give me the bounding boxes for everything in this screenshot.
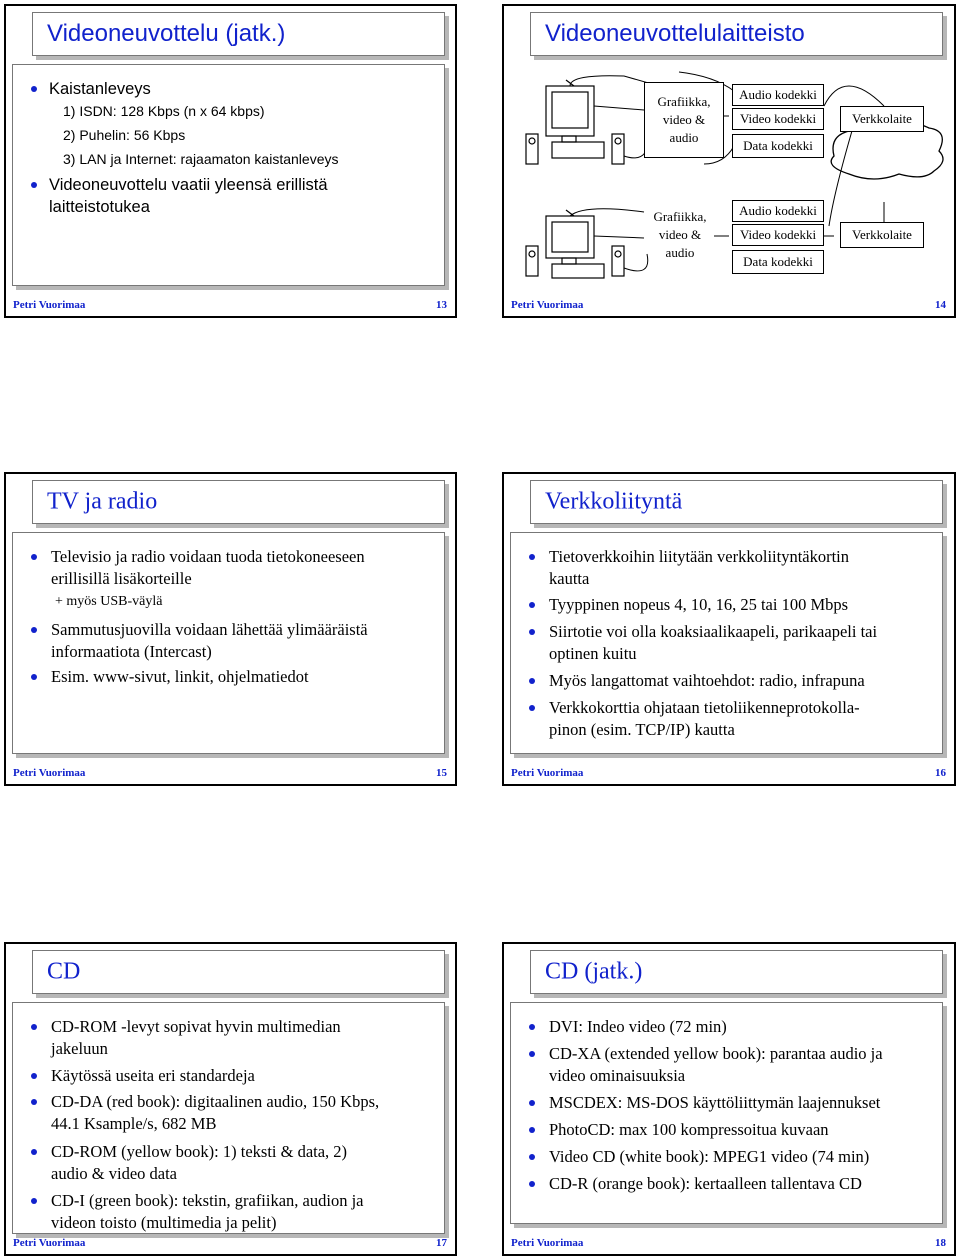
data-codec-box	[732, 134, 824, 158]
conference-diagram	[504, 6, 958, 320]
slide-title: CD (jatk.)	[545, 958, 643, 985]
text-line: Sammutusjuovilla voidaan lähettää ylimääräistä	[51, 620, 368, 639]
slide-title: Videoneuvottelu (jatk.)	[47, 20, 286, 47]
page-number: 13	[436, 299, 447, 311]
connector-line	[594, 106, 644, 110]
slide-body	[510, 1002, 943, 1224]
bullet-icon	[31, 86, 37, 92]
text-line: laitteistotukea	[49, 198, 150, 216]
computer-station-icon	[526, 210, 624, 278]
bullet-icon	[529, 705, 535, 711]
slide-body	[12, 532, 445, 754]
bullet-icon	[31, 674, 37, 680]
slide-body	[12, 1002, 445, 1234]
text-line: Käytössä useita eri standardeja	[51, 1066, 255, 1085]
text-line: 44.1 Ksample/s, 682 MB	[51, 1114, 217, 1133]
label-line: Grafiikka,	[657, 94, 711, 109]
footer-author: Petri Vuorimaa	[511, 767, 584, 779]
text-line: CD-ROM (yellow book): 1) teksti & data, 2)	[51, 1142, 348, 1161]
label-line: Grafiikka,	[653, 209, 707, 224]
bullet-icon	[529, 602, 535, 608]
text-line: audio & video data	[51, 1164, 178, 1183]
bullet-icon	[31, 1149, 37, 1155]
slide-title: CD	[47, 958, 81, 985]
footer-author: Petri Vuorimaa	[13, 1237, 86, 1249]
slide-14	[502, 4, 956, 318]
text-line: Video CD (white book): MPEG1 video (74 min)	[549, 1147, 870, 1166]
bullet-icon	[529, 1181, 535, 1187]
text-line: Videoneuvottelu vaatii yleensä erillistä	[49, 176, 328, 194]
codec-label: Video kodekki	[739, 111, 817, 126]
slide-15	[4, 472, 457, 786]
graphics-video-audio-box	[644, 82, 724, 158]
bullet-icon	[529, 1154, 535, 1160]
slide-title-box	[530, 950, 943, 994]
slide-title: Videoneuvottelulaitteisto	[545, 20, 805, 47]
text-line: MSCDEX: MS-DOS käyttöliittymän laajennukset	[549, 1093, 881, 1112]
connector-line	[824, 86, 884, 106]
bullet-icon	[529, 1127, 535, 1133]
sub-line: + myös USB-väylä	[55, 594, 163, 609]
footer-author: Petri Vuorimaa	[511, 1237, 584, 1249]
network-label: Verkkolaite	[852, 227, 912, 242]
slide-13	[4, 4, 457, 318]
sub-line: 2) Puhelin: 56 Kbps	[63, 127, 186, 143]
footer-author: Petri Vuorimaa	[13, 299, 86, 311]
network-label: Verkkolaite	[852, 111, 912, 126]
audio-codec-box	[732, 200, 824, 222]
codec-label: Audio kodekki	[739, 87, 817, 102]
codec-label: Audio kodekki	[739, 203, 817, 218]
label-line: audio	[665, 245, 695, 260]
codec-label: Video kodekki	[739, 227, 817, 242]
page-number: 17	[436, 1237, 447, 1249]
computer-station-icon	[526, 80, 624, 164]
text-line: DVI: Indeo video (72 min)	[549, 1017, 727, 1036]
connector-line	[570, 209, 644, 216]
slide-body	[12, 64, 445, 286]
audio-codec-box	[732, 84, 824, 106]
text-line: pinon (esim. TCP/IP) kautta	[549, 720, 735, 739]
page-number: 14	[935, 299, 946, 311]
data-codec-box	[732, 250, 824, 274]
bullet-icon	[31, 1099, 37, 1105]
text-line: videon toisto (multimedia ja pelit)	[51, 1213, 277, 1232]
text-line: Kaistanleveys	[49, 80, 151, 98]
label-line: audio	[669, 130, 699, 145]
network-device-box	[840, 222, 924, 248]
text-line: CD-I (green book): tekstin, grafiikan, audion ja	[51, 1191, 364, 1210]
sub-line: 1) ISDN: 128 Kbps (n x 64 kbps)	[63, 103, 265, 119]
codec-label: Data kodekki	[743, 138, 813, 153]
bullet-icon	[31, 1024, 37, 1030]
slide-title: Verkkoliityntä	[545, 488, 683, 515]
page-number: 18	[935, 1237, 946, 1249]
text-line: Myös langattomat vaihtoehdot: radio, infrapuna	[549, 671, 865, 690]
codec-label: Data kodekki	[743, 254, 813, 269]
text-line: Tietoverkkoihin liitytään verkkoliityntäkortin	[549, 547, 850, 566]
bullet-icon	[529, 1024, 535, 1030]
connector-line	[594, 236, 644, 238]
bullet-icon	[31, 182, 37, 188]
slide-title-box	[32, 12, 445, 56]
bullet-icon	[31, 554, 37, 560]
bullet-icon	[529, 554, 535, 560]
text-line: Televisio ja radio voidaan tuoda tietokoneeseen	[51, 547, 365, 566]
text-line: erillisillä lisäkorteille	[51, 569, 192, 588]
slide-body	[510, 532, 943, 754]
bullet-icon	[31, 627, 37, 633]
text-line: Verkkokorttia ohjataan tietoliikenneprotokolla-	[549, 698, 860, 717]
text-line: Tyyppinen nopeus 4, 10, 16, 25 tai 100 Mbps	[549, 595, 849, 614]
text-line: CD-ROM -levyt sopivat hyvin multimedian	[51, 1017, 341, 1036]
slide-title: TV ja radio	[47, 488, 158, 515]
text-line: CD-DA (red book): digitaalinen audio, 150 Kbps,	[51, 1092, 380, 1111]
text-line: informaatiota (Intercast)	[51, 642, 212, 661]
bullet-icon	[529, 1100, 535, 1106]
footer-author: Petri Vuorimaa	[511, 299, 584, 311]
label-line: video &	[658, 227, 702, 242]
label-line: video &	[662, 112, 706, 127]
slide-18	[502, 942, 956, 1256]
page-number: 16	[935, 767, 946, 779]
sub-line: 3) LAN ja Internet: rajaamaton kaistanleveys	[63, 151, 339, 167]
text-line: PhotoCD: max 100 kompressoitua kuvaan	[549, 1120, 829, 1139]
bullet-icon	[529, 678, 535, 684]
graphics-video-audio-box	[644, 202, 716, 268]
text-line: CD-XA (extended yellow book): parantaa audio ja	[549, 1044, 883, 1063]
text-line: kautta	[549, 569, 590, 588]
slide-17	[4, 942, 457, 1256]
network-device-box	[840, 106, 924, 132]
bullet-icon	[529, 1051, 535, 1057]
text-line: Siirtotie voi olla koaksiaalikaapeli, parikaapeli tai	[549, 622, 878, 641]
slide-title-box	[32, 480, 445, 524]
text-line: jakeluun	[51, 1039, 108, 1058]
bullet-icon	[529, 629, 535, 635]
slide-title-box	[32, 950, 445, 994]
text-line: Esim. www-sivut, linkit, ohjelmatiedot	[51, 667, 309, 686]
page-number: 15	[436, 767, 447, 779]
slide-title-box	[530, 480, 943, 524]
video-codec-box	[732, 224, 824, 246]
text-line: optinen kuitu	[549, 644, 637, 663]
bullet-icon	[31, 1073, 37, 1079]
slide-16	[502, 472, 956, 786]
text-line: video ominaisuuksia	[549, 1066, 686, 1085]
video-codec-box	[732, 108, 824, 130]
footer-author: Petri Vuorimaa	[13, 767, 86, 779]
text-line: CD-R (orange book): kertaalleen tallentava CD	[549, 1174, 862, 1193]
bullet-icon	[31, 1198, 37, 1204]
